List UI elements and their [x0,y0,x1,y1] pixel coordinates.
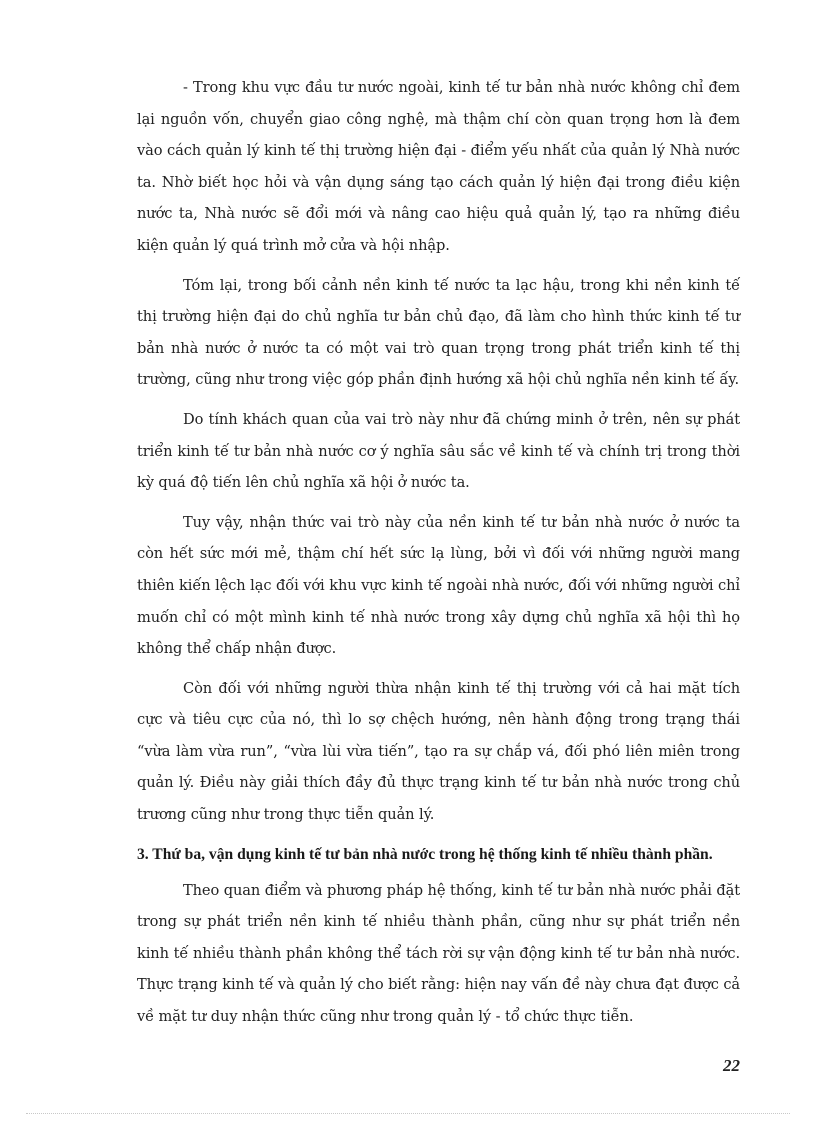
page-bottom-divider [26,1113,790,1114]
paragraph-objectivity: Do tính khách quan của vai trò này như đã chứng minh ở trên, nên sự phát triển kinh tế tư bản nhà nước cơ ý nghĩa sâu sắc về kinh tế và chính trị trong thời kỳ quá độ tiến lên chủ nghĩa xã hội ở nước ta. [137,410,740,492]
page-number: 22 [723,1056,740,1075]
paragraph-foreign-investment: - Trong khu vực đầu tư nước ngoài, kinh tế tư bản nhà nước không chỉ đem lại nguồn vốn, chuyển giao công nghệ, mà thậm chí còn quan trọng hơn là đem vào cách quản lý kinh tế thị trường hiện đại - điểm yếu nhất của quản lý Nhà nước ta. Nhờ biết học hỏi và vận dụng sáng tạo cách quản lý hiện đại trong điều kiện nước ta, Nhà nước sẽ đổi mới và nâng cao hiệu quả quản lý, tạo ra những điều kiện quản lý quá trình mở cửa và hội nhập. [137,79,740,254]
paragraph-market-acceptance: Còn đối với những người thừa nhận kinh tế thị trường với cả hai mặt tích cực và tiêu cực của nó, thì lo sợ chệch hướng, nên hành động trong trạng thái “vừa làm vừa run”, “vừa lùi vừa tiến”, tạo ra sự chắp vá, đối phó liên miên trong quản lý. Điều này giải thích đầy đủ thực trạng kinh tế tư bản nhà nước trong chủ trương cũng như trong thực tiễn quản lý. [137,679,740,824]
paragraph-perception: Tuy vậy, nhận thức vai trò này của nền kinh tế tư bản nhà nước ở nước ta còn hết sức mới mẻ, thậm chí hết sức lạ lùng, bởi vì đối với những người mang thiên kiến lệch lạc đối với khu vực kinh tế ngoài nhà nước, đối với những người chỉ muốn chỉ có một mình kinh tế nhà nước trong xây dựng chủ nghĩa xã hội thì họ không thể chấp nhận được. [137,513,740,658]
body-text [137,72,740,1041]
paragraph-system-approach: Theo quan điểm và phương pháp hệ thống, kinh tế tư bản nhà nước phải đặt trong sự phát triển nền kinh tế nhiều thành phần, cũng như sự phát triển nền kinh tế nhiều thành phần không thể tách rời sự vận động kinh tế tư bản nhà nước. Thực trạng kinh tế và quản lý cho biết rằng: hiện nay vấn đề này chưa đạt được cả về mặt tư duy nhận thức cũng như trong quản lý - tổ chức thực tiễn. [137,881,740,1026]
paragraph-summary: Tóm lại, trong bối cảnh nền kinh tế nước ta lạc hậu, trong khi nền kinh tế thị trường hiện đại do chủ nghĩa tư bản chủ đạo, đã làm cho hình thức kinh tế tư bản nhà nước ở nước ta có một vai trò quan trọng trong phát triển kinh tế thị trường, cũng như trong việc góp phần định hướng xã hội chủ nghĩa nền kinh tế ấy. [137,276,740,389]
section-heading: 3. Thứ ba, vận dụng kinh tế tư bản nhà nước trong hệ thống kinh tế nhiều thành phần. [137,845,713,863]
